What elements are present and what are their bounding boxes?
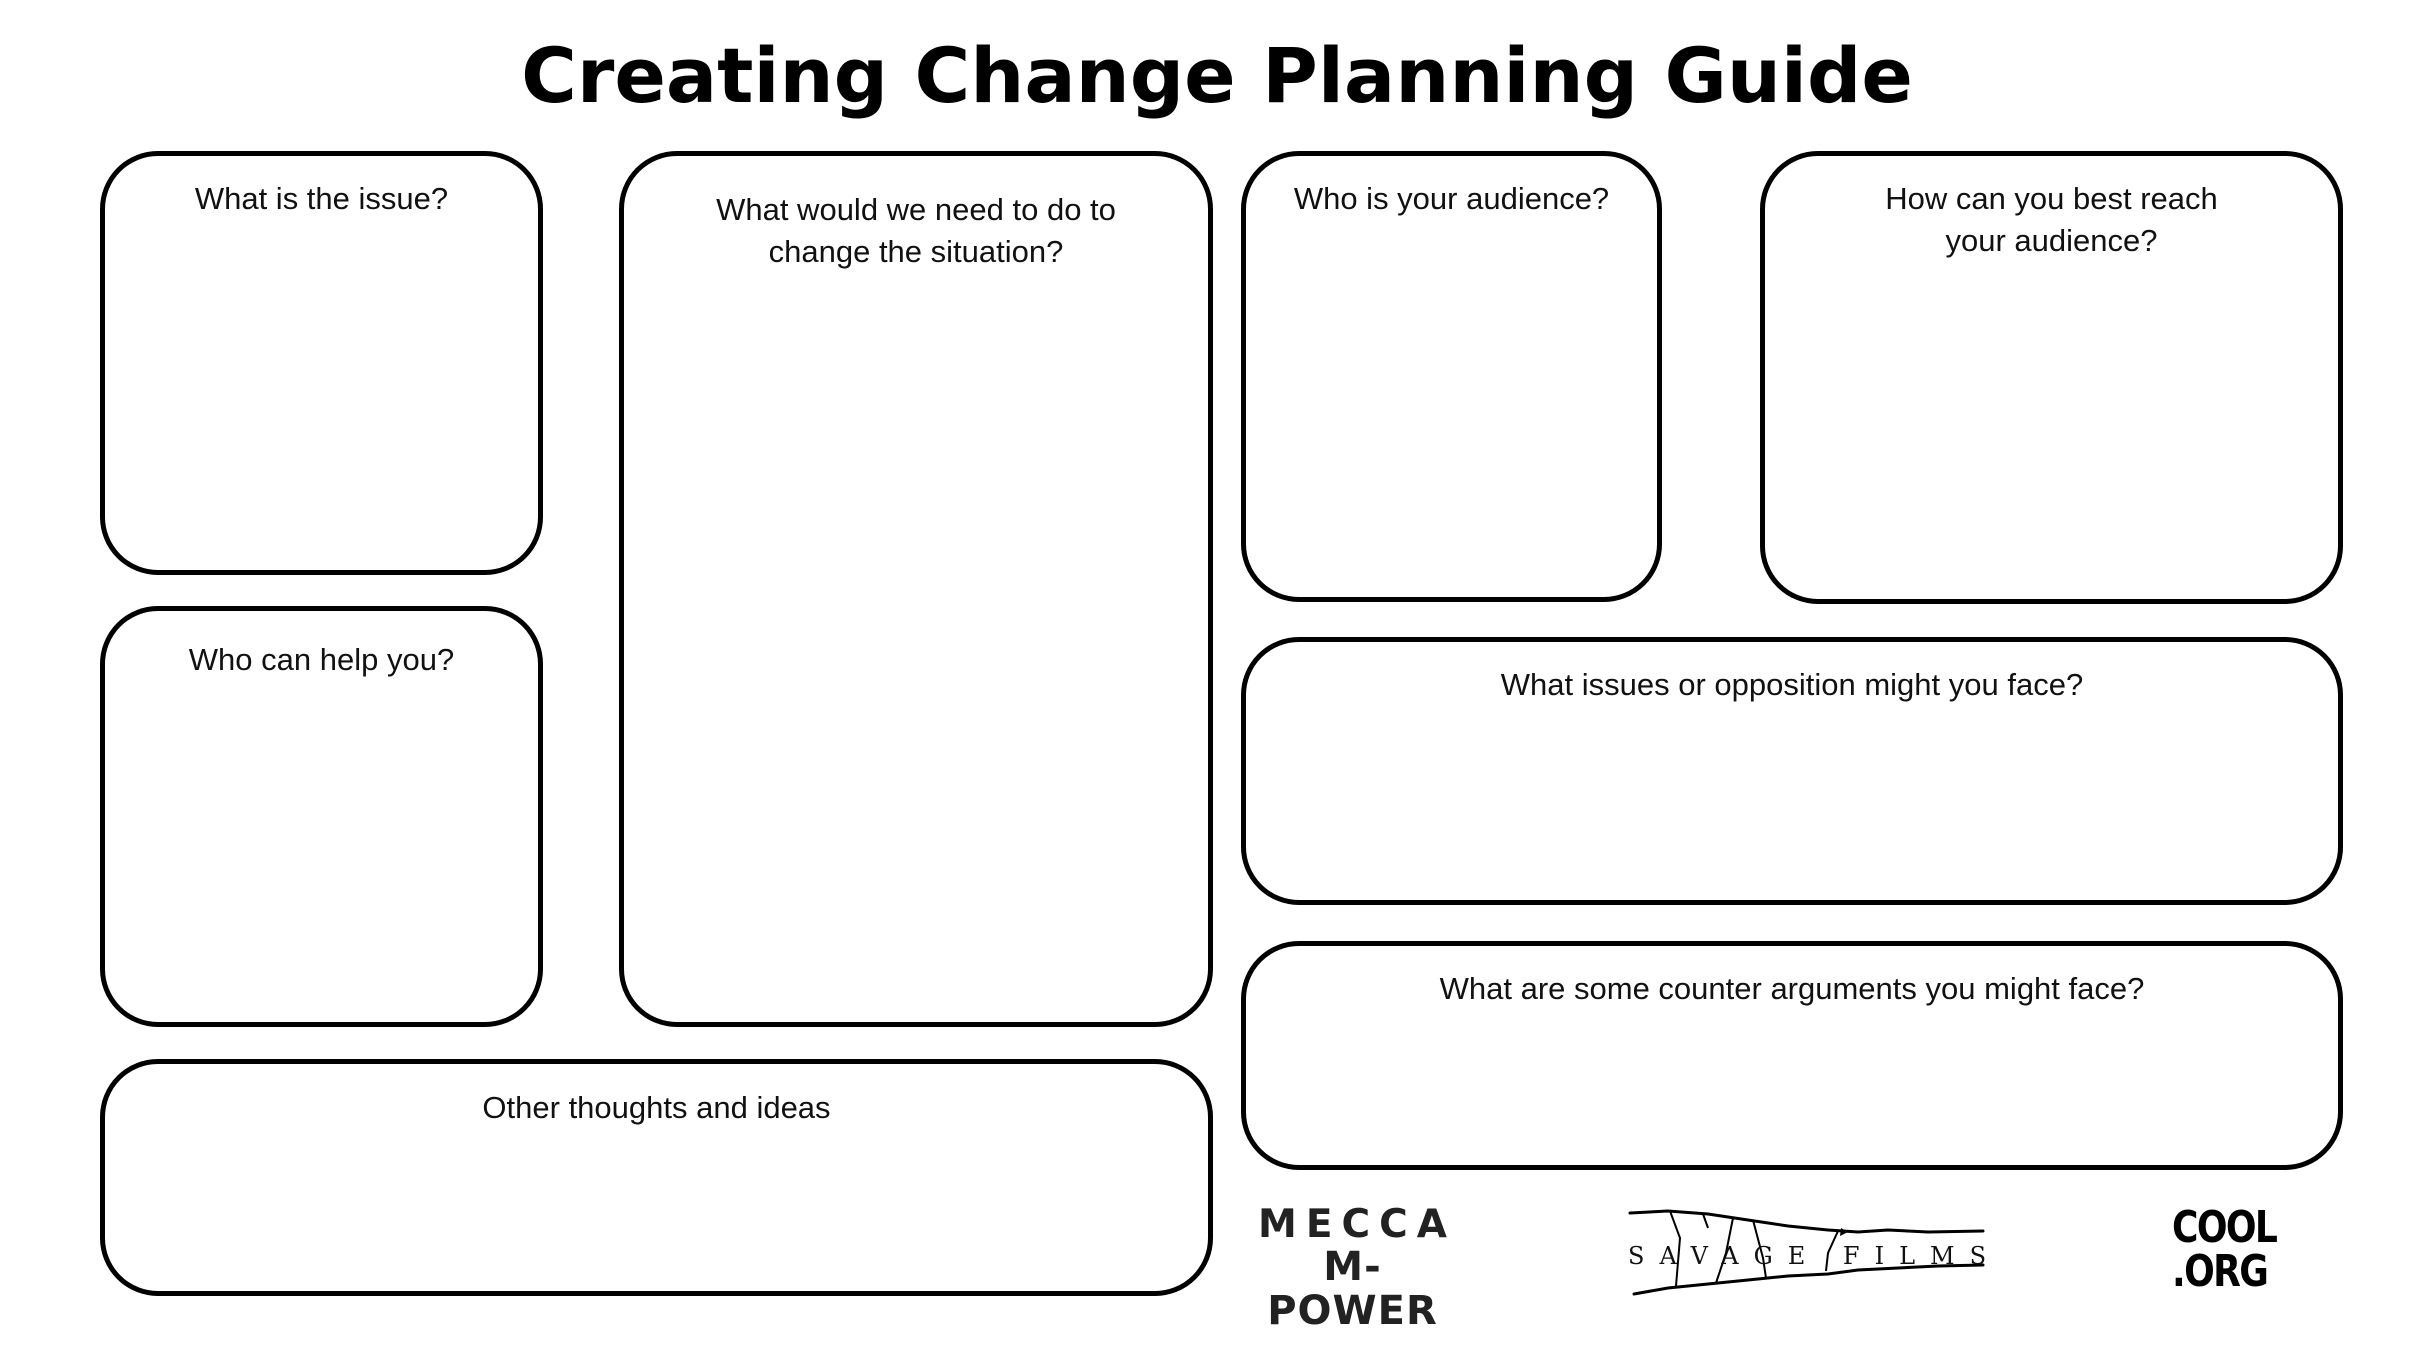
other-input[interactable] xyxy=(135,1149,1178,1261)
mecca-logo-line1: MECCA xyxy=(1258,1202,1456,1247)
counter-prompt: What are some counter arguments you might face? xyxy=(1439,971,2145,1006)
help-box[interactable] xyxy=(100,606,543,1027)
change-prompt: What would we need to do to change the situation? xyxy=(716,192,1116,269)
mecca-logo-line2: M-POWER xyxy=(1267,1244,1438,1334)
audience-prompt: Who is your audience? xyxy=(1293,181,1610,216)
page-title: Creating Change Planning Guide xyxy=(521,31,1913,120)
audience-input[interactable] xyxy=(1276,246,1627,567)
reach-box[interactable] xyxy=(1760,151,2343,604)
reach-input[interactable] xyxy=(1795,286,2308,569)
mecca-mpower-logo xyxy=(1240,1202,1465,1334)
reach-prompt: How can you best reach your audience? xyxy=(1885,181,2218,258)
cool-logo-line1: COOL xyxy=(2172,1202,2277,1253)
opposition-input[interactable] xyxy=(1276,727,2308,870)
audience-box[interactable] xyxy=(1241,151,1662,602)
counter-input[interactable] xyxy=(1276,1031,2308,1135)
savage-films-logo xyxy=(1628,1208,2002,1298)
other-prompt: Other thoughts and ideas xyxy=(482,1090,831,1125)
issue-input[interactable] xyxy=(135,246,508,540)
counter-box[interactable] xyxy=(1241,941,2343,1170)
opposition-prompt: What issues or opposition might you face? xyxy=(1500,667,2084,702)
opposition-box[interactable] xyxy=(1241,637,2343,905)
change-box[interactable] xyxy=(619,151,1213,1027)
cool-logo-line2: .ORG xyxy=(2172,1246,2268,1297)
change-input[interactable] xyxy=(654,296,1178,992)
help-input[interactable] xyxy=(135,701,508,992)
savage-films-text: SAVAGE FILMS xyxy=(1628,1242,2002,1270)
other-box[interactable] xyxy=(100,1059,1213,1296)
help-prompt: Who can help you? xyxy=(188,642,455,677)
issue-prompt: What is the issue? xyxy=(194,181,449,216)
cool-org-logo xyxy=(2172,1202,2306,1297)
issue-box[interactable] xyxy=(100,151,543,575)
